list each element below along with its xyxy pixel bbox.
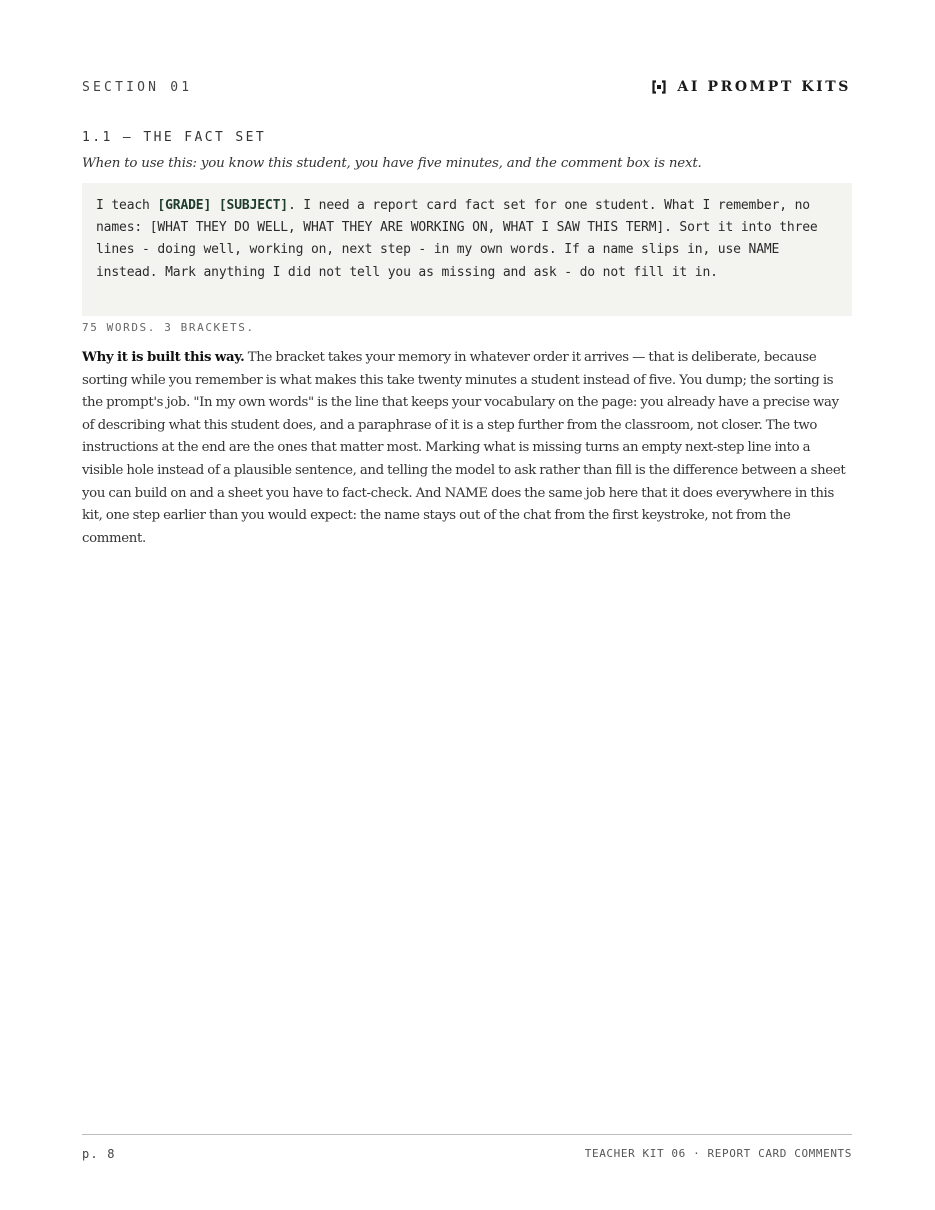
explanation-paragraph <box>82 347 854 550</box>
prompt-text-body: . I need a report card fact set for one student. What I remember, no names: [WHAT THEY DO WELL, WHAT THEY ARE WORKING ON, WHAT I SAW THIS TERM]. Sort it into three lines - doing well, working on, next step - in my own words. If a name slips in, use NAME instead. Mark anything I did not tell you as missing and ask - do not fill it in. <box>96 198 818 280</box>
section-heading: 1.1 — THE FACT SET <box>82 130 267 145</box>
explanation-lead: Why it is built this way. <box>82 350 245 365</box>
prompt-text-intro: I teach <box>96 198 158 213</box>
section-label: SECTION 01 <box>82 80 193 95</box>
prompt-box <box>82 183 852 316</box>
kit-title: TEACHER KIT 06 · REPORT CARD COMMENTS <box>584 1147 852 1160</box>
explanation-body: The bracket takes your memory in whatever order it arrives — that is deliberate, because sorting while you remember is what makes this take twenty minutes a student instead of five. You dump; the sorting is the prompt's job. "In my own words" is the line that keeps your vocabulary on the page: you already have a precise way of describing what this student does, and a paraphrase of it is a step further from the classroom, not closer. The two instructions at the end are the ones that matter most. Marking what is missing turns an empty next-step line into a visible hole instead of a plausible sentence, and telling the model to ask rather than fill is the difference between a sheet you can build on and a sheet you have to fact-check. And NAME does the same job here that it does everywhere in this kit, one step earlier than you would expect: the name stays out of the chat from the first keystroke, not from the comment. <box>82 350 846 546</box>
page-number: p. 8 <box>82 1147 116 1161</box>
usage-note: When to use this: you know this student, you have five minutes, and the comment box is next. <box>82 156 702 171</box>
bracket-square-icon <box>652 80 666 94</box>
brand-name: AI PROMPT KITS <box>677 79 851 95</box>
footer-divider <box>82 1134 852 1135</box>
bracket-grade: [GRADE] <box>157 198 212 213</box>
prompt-stats: 75 WORDS. 3 BRACKETS. <box>82 321 255 334</box>
prompt-space <box>211 198 219 213</box>
prompt-text <box>96 195 838 284</box>
bracket-subject: [SUBJECT] <box>218 198 288 213</box>
brand <box>652 79 851 95</box>
